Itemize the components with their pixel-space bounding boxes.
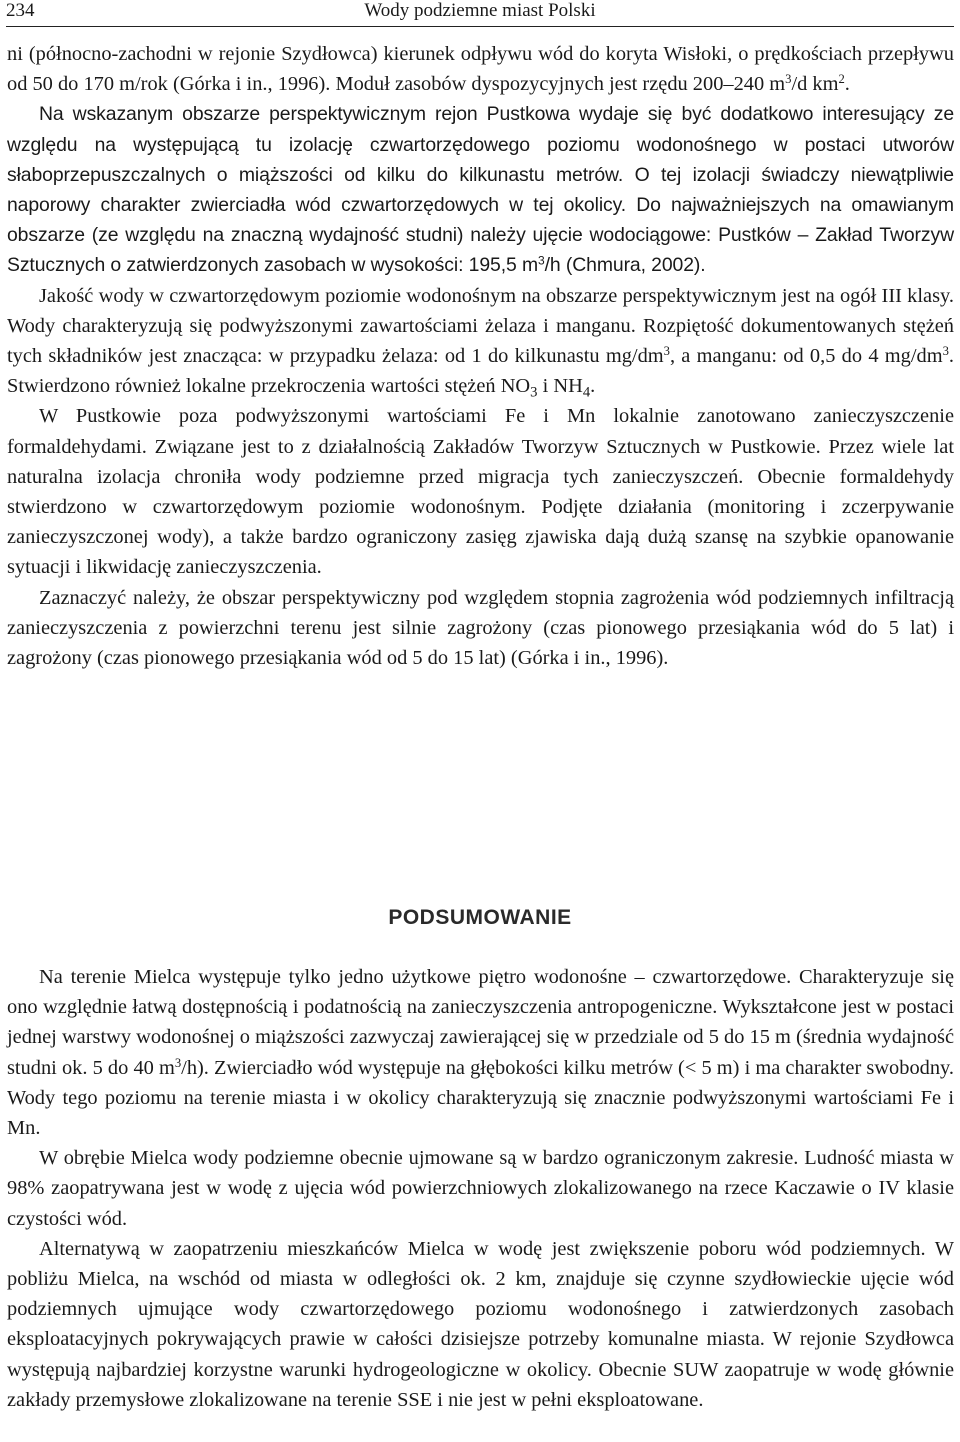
summary-paragraph-1: Na terenie Mielca występuje tylko jedno użytkowe piętro wodonośne – czwartorzędowe. Charakteryzuje się ono względnie łatwą dostępnością i podatnością na zanieczyszczenia antropogeniczne. Wykształcone jest w postaci jednej warstwy wodonośnej o miąższości zazwyczaj zawierającej się w przedziale od 5 do 15 m (średnia wydajność studni ok. 5 do 40 $m^3/h$). Zwierciadło wód występuje na głębokości kilku metrów (< 5 m) i ma charakter swobodny. Wody tego poziomu na terenie miasta i w okolicy charakteryzują się znacznie podwyższonymi wartościami Fe i Mn.	[7, 966, 954, 1140]
intro-paragraph-2: Na wskazanym obszarze perspektywicznym rejon Pustkowa wydaje się być dodatkowo interesujący ze względu na występującą tu izolację czwartorzędowego poziomu wodonośnego w postaci utworów słaboprzepuszczalnych o miąższości od kilku do kilkunastu metrów. O tej izolacji świadczy niewątpliwie naporowy charakter zwierciadła wód czwartorzędowych w tej okolicy. Do najważniejszych na omawianym obszarze (ze względu na znaczną wydajność studni) należy ujęcie wodociągowe: Pustków – Zakład Tworzyw Sztucznych o zatwierdzonych zasobach w wysokości: 195,5 $m^3/h$ (Chmura, 2002).	[7, 103, 954, 277]
intro-paragraph-1: ni (północno-zachodni w rejonie Szydłowca) kierunek odpływu wód do koryta Wisłoki, o prędkościach przepływu od 50 do 170 m/rok (Górka i in., 1996). Moduł zasobów dyspozycyjnych jest rzędu 200–240 $m^3/d$ $km^2$.	[7, 43, 954, 96]
summary-paragraph-2: W obrębie Mielca wody podziemne obecnie ujmowane są w bardzo ograniczonym zakresie. Ludność miasta w 98% zaopatrywana jest w wodę z ujęcia wód powierzchniowych zlokalizowanego na rzece Kaczawie o IV klasie czystości wód.	[7, 1147, 954, 1230]
running-header	[6, 0, 954, 27]
running-title: Wody podziemne miast Polski	[364, 0, 596, 21]
intro-paragraph-3: Jakość wody w czwartorzędowym poziomie wodonośnym na obszarze perspektywicznym jest na ogół III klasy. Wody charakteryzują się podwyższonymi zawartościami żelaza i manganu. Rozpiętość dokumentowanych stężeń tych składników jest znacząca: w przypadku żelaza: od 1 do kilkunastu $mg/dm^3$, a manganu: od 0,5 do 4 $mg/dm^3$. Stwierdzono również lokalne przekroczenia wartości stężeń $NO_3$ i $NH_4$.	[7, 284, 954, 401]
intro-paragraph-5: Zaznaczyć należy, że obszar perspektywiczny pod względem stopnia zagrożenia wód podziemnych infiltracją zanieczyszczenia z powierzchni terenu jest silnie zagrożony (czas pionowego przesiąkania wód do 5 lat) i zagrożony (czas pionowego przesiąkania wód od 5 do 15 lat) (Górka i in., 1996).	[7, 586, 954, 670]
section-heading: PODSUMOWANIE	[388, 906, 572, 929]
intro-section	[7, 39, 954, 673]
summary-paragraph-3: Alternatywą w zaopatrzeniu mieszkańców Mielca w wodę jest zwiększenie poboru wód podziemnych. W pobliżu Mielca, na wschód od miasta w odległości ok. 2 km, znajduje się czynne szydłowieckie ujęcie wód podziemnych ujmujące wody czwartorzędowego poziomu wodonośnego i zatwierdzonych zasobach eksploatacyjnych pokrywających prawie w całości dzisiejsze potrzeby komunalne miasta. W rejonie Szydłowca występują najbardziej korzystne warunki hydrogeologiczne w okolicy. Obecnie SUW zaopatruje w wodę głównie zakłady przemysłowe zlokalizowane na terenie SSE i nie jest w pełni eksploatowane.	[7, 1237, 954, 1411]
page-number: 234	[6, 0, 35, 21]
intro-paragraph-4: W Pustkowie poza podwyższonymi wartościami Fe i Mn lokalnie zanotowano zanieczyszczenie formaldehydami. Związane jest to z działalnością Zakładów Tworzyw Sztucznych w Pustkowie. Przez wiele lat naturalna izolacja chroniła wody podziemne przed migracja tych zanieczyszczeń. Obecnie formaldehydy stwierdzono w czwartorzędowym poziomie wodonośnym. Podjęte działania (monitoring i zczerpywanie zanieczyszczonej wody), a także bardzo ograniczony zasięg zjawiska dają dużą szansę na szybkie opanowanie sytuacji i likwidację zanieczyszczenia.	[7, 405, 954, 579]
summary-section	[7, 962, 954, 1415]
